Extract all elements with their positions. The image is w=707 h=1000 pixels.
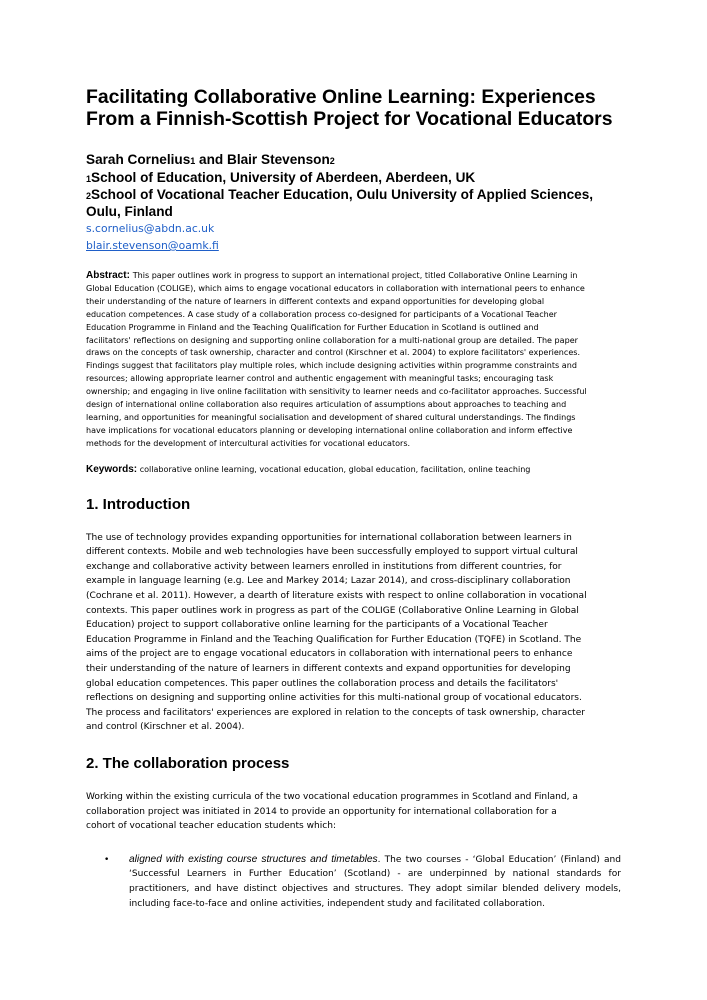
section-1-text: Education) project to support collaborative online learning for the participants of a Vocational Teacher (86, 620, 548, 631)
paper-page (86, 86, 621, 911)
section-2-heading: 2. The collaboration process (86, 755, 290, 772)
abstract-line (86, 283, 621, 296)
author-2: Blair Stevenson (227, 152, 330, 167)
author-1-affil-marker: 1 (190, 156, 196, 166)
abstract-line (86, 309, 621, 322)
section-1-text: global education competences. This paper outlines the collaboration process and details the facilitators' (86, 678, 559, 689)
section-1-line (86, 604, 621, 619)
abstract-line (86, 270, 621, 283)
abstract-text: facilitators' reflections on designing and supporting online collaboration for a multi-national group are detailed. The paper (86, 335, 578, 345)
section-1-text: The use of technology provides expanding opportunities for international collaboration between learners in (86, 532, 572, 543)
section-1-line (86, 545, 621, 560)
section-1-line (86, 720, 621, 735)
affiliation-2 (86, 187, 621, 220)
abstract-line (86, 373, 621, 386)
section-1-text: different contexts. Mobile and web technologies have been successfully employed to support virtual cultural (86, 547, 578, 558)
section-1-text: and control (Kirschner et al. 2004). (86, 722, 245, 733)
abstract-line (86, 438, 621, 451)
section-1-line (86, 618, 621, 633)
abstract-text: their understanding of the nature of learners in different contexts and expand opportunities for developing global (86, 296, 545, 306)
author-2-affil-marker: 2 (329, 156, 335, 166)
author-conjunction: and (195, 152, 227, 167)
section-1-text: reflections on designing and supporting online activities for this multi-national group of vocational educators. (86, 693, 582, 704)
section-1-line (86, 706, 621, 721)
section-2-line (86, 819, 621, 834)
section-2-text: Working within the existing curricula of the two vocational education programmes in Scotland and Finland, a (86, 792, 578, 802)
section-1-line (86, 677, 621, 692)
abstract-text: draws on the concepts of task ownership, character and control (Kirschner et al. 2004) to explore facilitators' experiences. (86, 348, 581, 358)
section-1-line (86, 560, 621, 575)
keywords (86, 463, 621, 476)
affiliation-1-text: School of Education, University of Aberdeen, Aberdeen, UK (91, 170, 476, 185)
abstract-line (86, 399, 621, 412)
title-line-2: From a Finnish-Scottish Project for Vocational Educators (86, 108, 613, 130)
section-1-text: aims of the project are to engage vocational educators in collaboration with international peers to enhance (86, 649, 573, 660)
section-1-line (86, 574, 621, 589)
section-1-line (86, 691, 621, 706)
affiliation-2-marker: 2 (86, 191, 92, 201)
abstract-text: Education Programme in Finland and the Teaching Qualification for Further Education in Scotland is outlined and (86, 322, 539, 332)
keywords-text: collaborative online learning, vocational education, global education, facilitation, online teaching (139, 464, 531, 474)
section-1-line (86, 633, 621, 648)
section-2-text: collaboration project was initiated in 2014 to provide an opportunity for international collaboration for a (86, 806, 557, 817)
section-1-text: their understanding of the nature of learners in different contexts and expand opportunities for developing (86, 664, 571, 675)
abstract-label: Abstract: (86, 270, 133, 281)
section-1-line (86, 531, 621, 546)
list-item (86, 853, 621, 911)
abstract-text: methods for the development of intercultural activities for vocational educators. (86, 438, 411, 448)
abstract-line (86, 322, 621, 335)
email-author-1[interactable]: s.cornelius@abdn.ac.uk (86, 222, 215, 235)
affiliation-1-marker: 1 (86, 174, 92, 184)
section-1-text: contexts. This paper outlines work in progress as part of the COLIGE (Collaborative Online Learning in Global (86, 605, 579, 616)
affiliation-2-line-1: School of Vocational Teacher Education, Oulu University of Applied Sciences, (91, 187, 594, 202)
abstract-text: have implications for vocational educators planning or developing international online collaboration and inform effective (86, 425, 573, 435)
abstract-line (86, 296, 621, 309)
section-1-text: The process and facilitators' experiences are explored in relation to the concepts of task ownership, character (86, 707, 586, 718)
abstract-text: Findings suggest that facilitators play multiple roles, which include designing activities within programme constraints and (86, 361, 577, 371)
abstract-text: This paper outlines work in progress to support an international project, titled Collaborative Online Learning in (132, 271, 578, 280)
section-1-line (86, 662, 621, 677)
abstract-text: education competences. A case study of a collaboration process co-designed for participants of a Vocational Teacher (86, 309, 557, 319)
section-1-line (86, 589, 621, 604)
author-list (86, 152, 621, 169)
affiliation-1 (86, 170, 621, 187)
section-1-text: example in language learning (e.g. Lee and Markey 2014; Lazar 2014), and cross-disciplinary collaboration (86, 576, 571, 587)
abstract-line (86, 412, 621, 425)
author-1: Sarah Cornelius (86, 152, 191, 167)
abstract-text: Global Education (COLIGE), which aims to engage vocational educators in collaboration with international peers to enhance (86, 283, 585, 293)
keywords-label: Keywords: (86, 463, 138, 475)
section-1-text: (Cochrane et al. 2011). However, a dearth of literature exists with respect to online collaboration in vocational (86, 591, 587, 602)
section-1-heading: 1. Introduction (86, 495, 191, 513)
affiliation-2-line-2: Oulu, Finland (86, 204, 173, 219)
paper-title (86, 86, 621, 130)
bullet-lead: aligned with existing course structures and timetables (129, 853, 378, 865)
abstract-line (86, 386, 621, 399)
abstract-line (86, 425, 621, 438)
bullet-text: . The two courses - ‘Global Education’ (Finland) and ‘Successful Learners in Further Education’ (Scotland) - are underpinned by national standards for practitioners, and have distinct objectives and structures. They adopt similar blended delivery models, including face-to-face and online activities, independent study and facilitated collaboration. (129, 854, 621, 909)
abstract (86, 270, 621, 451)
abstract-text: design of international online collaboration also requires articulation of assumptions about approaches to teaching and (86, 400, 567, 410)
section-2-line (86, 790, 621, 805)
abstract-text: learning, and opportunities for meaningful socialisation and development of shared cultural understandings. The findings (86, 412, 576, 422)
section-2-body (86, 790, 621, 834)
section-2-line (86, 805, 621, 820)
abstract-line (86, 360, 621, 373)
section-1-text: exchange and collaborative activity between learners enrolled in institutions from different countries, for (86, 561, 562, 572)
abstract-text: resources; allowing appropriate learner control and authentic engagement with meaningful tasks; encouraging task (86, 374, 554, 384)
abstract-line (86, 347, 621, 360)
bullet-list (86, 853, 621, 911)
email-author-2[interactable]: blair.stevenson@oamk.fi (86, 239, 219, 252)
section-1-text: Education Programme in Finland and the Teaching Qualification for Further Education (TQFE) in Scotland. The (86, 634, 582, 645)
title-line-1: Facilitating Collaborative Online Learning: Experiences (86, 86, 596, 108)
section-2-text: cohort of vocational teacher education students which: (86, 821, 337, 832)
abstract-line (86, 335, 621, 348)
section-1-body (86, 531, 621, 735)
abstract-text: ownership; and engaging in live online facilitation with sensitivity to learner needs and co-facilitator approaches. Successful (86, 387, 587, 397)
section-1-line (86, 647, 621, 662)
bullet-icon: • (104, 854, 110, 865)
